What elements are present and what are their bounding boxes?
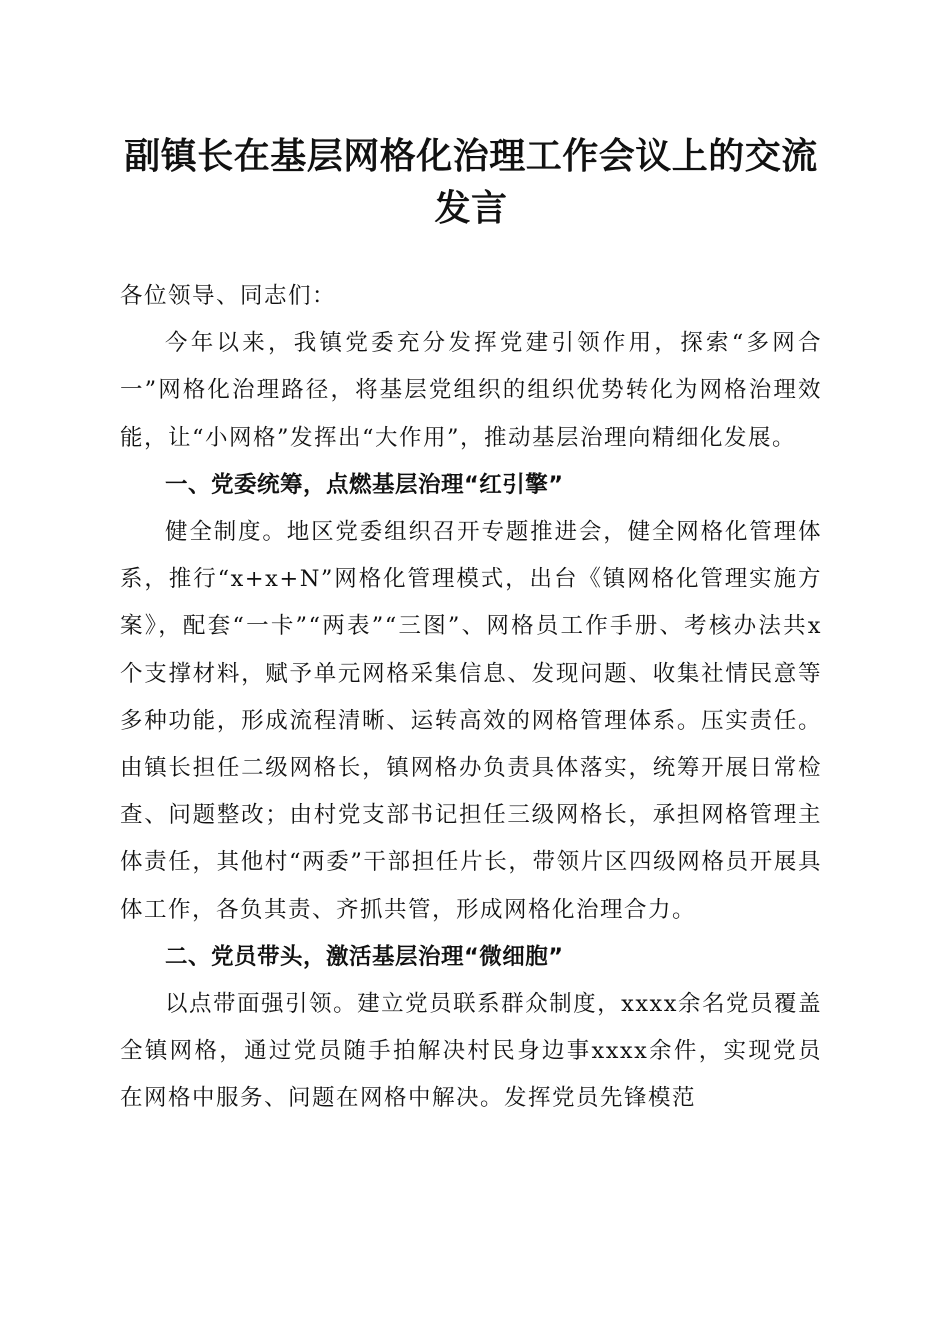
intro-paragraph: 今年以来，我镇党委充分发挥党建引领作用，探索“多网合一”网格化治理路径，将基层党组织的组织优势转化为网格治理效能，让“小网格”发挥出“大作用”，推动基层治理向精细化发展。: [120, 330, 822, 451]
section-1-heading: 一、党委统筹，点燃基层治理“红引擎”: [165, 471, 564, 498]
document-title: 副镇长在基层网格化治理工作会议上的交流发言: [124, 135, 818, 229]
document-body: [120, 273, 822, 1123]
section-2-heading: 二、党员带头，激活基层治理“微细胞”: [165, 943, 564, 970]
document-page: [120, 0, 822, 1123]
salutation: 各位领导、同志们：: [120, 283, 337, 309]
section-2-paragraph: 以点带面强引领。建立党员联系群众制度，xxxx余名党员覆盖全镇网格，通过党员随手拍解决村民身边事xxxx余件，实现党员在网格中服务、问题在网格中解决。发挥党员先锋模范: [120, 991, 822, 1112]
section-1-paragraph: 健全制度。地区党委组织召开专题推进会，健全网格化管理体系，推行“x+x+N”网格化管理模式，出台《镇网格化管理实施方案》，配套“一卡”“两表”“三图”、网格员工作手册、考核办法共x个支撑材料，赋予单元网格采集信息、发现问题、收集社情民意等多种功能，形成流程清晰、运转高效的网格管理体系。压实责任。由镇长担任二级网格长，镇网格办负责具体落实，统筹开展日常检查、问题整改；由村党支部书记担任三级网格长，承担网格管理主体责任，其他村“两委”干部担任片长，带领片区四级网格员开展具体工作，各负其责、齐抓共管，形成网格化治理合力。: [120, 519, 822, 923]
